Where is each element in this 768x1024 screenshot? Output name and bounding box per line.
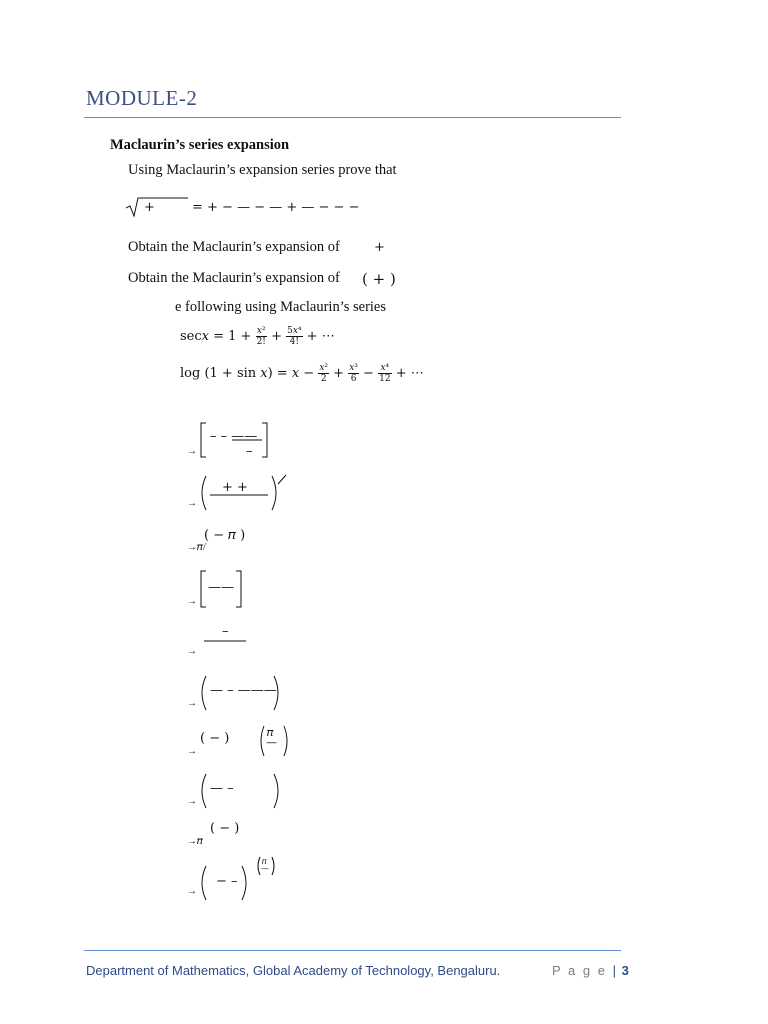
equation-log-series: log (1 + sin 𝑥) = 𝑥 − $\frac{\text{𝑥²}}{2}$ + $\frac{\text{𝑥³}}{6}$ − $\frac{\text{𝑥⁴}}{12}$ + ⋯ — [180, 363, 424, 384]
page-separator: | — [612, 963, 616, 978]
limit-4-arrow: → — [187, 596, 197, 607]
eq1-frac2: $\frac{\text{5𝑥⁴}}{4!}$ — [287, 326, 302, 347]
limit-3-inner: ( − 𝜋 ) — [204, 528, 246, 543]
limit-1-sub: – — [246, 444, 253, 459]
problem-4-text: e following using Maclaurin’s series — [175, 299, 387, 315]
problem-1-text: Using Maclaurin’s expansion series prove that — [128, 162, 397, 178]
limit-8-arrow: → — [187, 796, 197, 807]
eq2-lhs: log (1 + sin 𝑥) = 𝑥 − — [180, 366, 315, 381]
limit-10-exp-den: — — [261, 864, 269, 873]
limit-5-arrow: → — [187, 646, 197, 657]
problem-1-root-inner: + — [144, 200, 155, 215]
problem-1-rest: = + − — − — + — − − − — [192, 200, 360, 215]
limit-10-exp-num: 𝜋 — [262, 857, 267, 866]
equation-sec-series: sec𝑥 = 1 + $\frac{\text{𝑥²}}{2!}$ + $\frac{\text{5𝑥⁴}}{4!}$ + ⋯ — [180, 326, 335, 347]
limit-2-arrow: → — [187, 498, 197, 509]
title-divider — [84, 117, 621, 118]
limit-9-inner: ( − ) — [210, 821, 240, 836]
limit-7-inner: ( − ) — [200, 731, 230, 746]
limit-10-arrow: → — [187, 886, 197, 897]
problem-2-tail: + — [374, 240, 385, 255]
page-number: 3 — [621, 963, 629, 978]
limit-4-inner: —— — [208, 580, 234, 595]
limit-7-arrow: → — [187, 746, 197, 757]
limit-8-inner: — – — [210, 781, 234, 796]
limit-1-inner: – – —— — [210, 429, 258, 444]
limit-5-bar — [204, 640, 248, 644]
footer-department: Department of Mathematics, Global Academy of Technology, Bengaluru. — [86, 963, 501, 978]
limit-5-inner: – — [222, 624, 229, 639]
eq1-frac1: $\frac{\text{𝑥²}}{2!}$ — [256, 326, 266, 347]
problem-3-text: Obtain the Maclaurin’s expansion of — [128, 270, 340, 286]
eq1-lhs: sec𝑥 = 1 + — [180, 329, 252, 344]
limit-3-arrow: →𝜋/ — [187, 542, 206, 553]
section-heading: Maclaurin’s series expansion — [110, 137, 290, 153]
limit-7-exp-den: — — [266, 736, 277, 749]
limit-6-inner: — – ——— — [210, 683, 277, 698]
limit-9-arrow: →𝜋 — [187, 836, 203, 847]
limit-7-exp-num: 𝜋 — [267, 726, 274, 739]
problem-2-text: Obtain the Maclaurin’s expansion of — [128, 239, 340, 255]
limit-1-arrow: → — [187, 446, 197, 457]
footer-page-indicator — [552, 963, 629, 978]
problem-3-tail: ( + ) — [362, 270, 396, 288]
page-label: P a g e — [552, 963, 607, 978]
limit-6-arrow: → — [187, 698, 197, 709]
footer-divider — [84, 950, 621, 951]
page-title: MODULE-2 — [86, 86, 198, 110]
limit-2-inner: + + — [222, 480, 248, 495]
limit-10-inner: − – — [216, 874, 238, 889]
